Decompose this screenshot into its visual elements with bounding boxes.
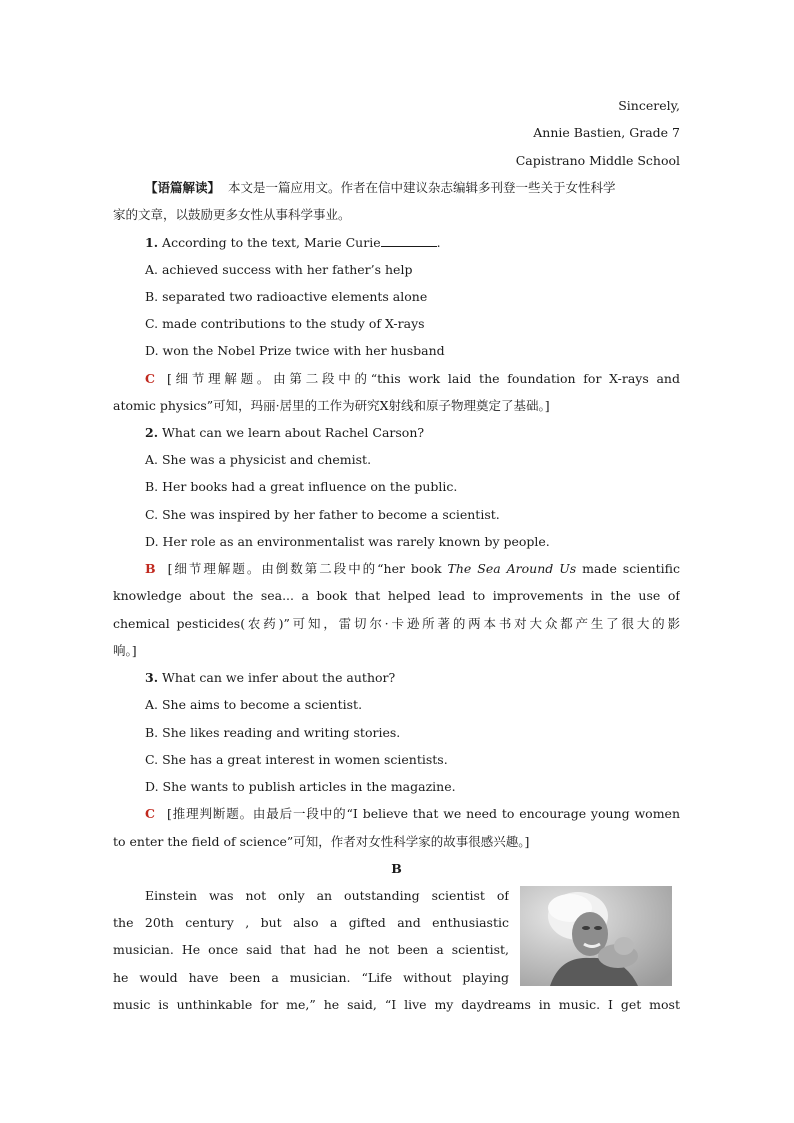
q2-stem	[145, 424, 680, 442]
closing-sincerely: Sincerely,	[618, 98, 680, 113]
q3-stem	[145, 669, 680, 687]
q2-explanation-1	[145, 560, 680, 578]
q2-exp-text-1b: made scientific	[576, 561, 680, 576]
q1-explanation-2: atomic physics”可知，玛丽·居里的工作为研究X射线和原子物理奠定了基础。]	[113, 398, 550, 413]
intro-tag: 【语篇解读】	[145, 180, 221, 195]
q3-answer: C	[145, 806, 155, 821]
q3-stem-text: What can we infer about the author?	[162, 670, 396, 685]
passage-line-2: the 20th century , but also a gifted and enthusiastic	[113, 915, 509, 930]
intro-line-2: 家的文章，以鼓励更多女性从事科学事业。	[113, 207, 351, 222]
q2-exp-text-1a: [细节理解题。由倒数第二段中的“her book	[167, 561, 448, 576]
passage-line-1: Einstein was not only an outstanding scientist of	[145, 888, 509, 903]
q2-explanation-4: 响。]	[113, 643, 137, 658]
q1-blank	[381, 234, 437, 247]
q2-stem-text: What can we learn about Rachel Carson?	[162, 425, 425, 440]
q1-number: 1.	[145, 235, 159, 250]
q3-exp-text-1: [推理判断题。由最后一段中的“I believe that we need to encourage young women	[166, 806, 680, 821]
q3-number: 3.	[145, 670, 159, 685]
q1-stem-end: .	[436, 235, 441, 250]
q2-option-a: A. She was a physicist and chemist.	[145, 452, 372, 467]
passage-line-4: he would have been a musician. “Life without playing	[113, 970, 509, 985]
q3-option-b: B. She likes reading and writing stories.	[145, 725, 401, 740]
portrait-image	[520, 886, 672, 986]
q2-book-title: The Sea Around Us	[447, 561, 577, 576]
q1-exp-text-1: [细节理解题。由第二段中的“this work laid the foundation for X-rays and	[166, 371, 680, 386]
q1-answer: C	[145, 371, 155, 386]
q2-option-d: D. Her role as an environmentalist was rarely known by people.	[145, 534, 550, 549]
q2-number: 2.	[145, 425, 159, 440]
intro-line-1	[145, 179, 680, 197]
q3-explanation-1	[145, 805, 680, 823]
q2-option-c: C. She was inspired by her father to become a scientist.	[145, 507, 500, 522]
q3-option-d: D. She wants to publish articles in the magazine.	[145, 779, 456, 794]
intro-text-1: 本文是一篇应用文。作者在信中建议杂志编辑多刊登一些关于女性科学	[227, 180, 616, 195]
closing-author: Annie Bastien, Grade 7	[533, 125, 680, 140]
q1-stem-text: According to the text, Marie Curie	[162, 235, 381, 250]
q3-option-c: C. She has a great interest in women scientists.	[145, 752, 448, 767]
q2-answer: B	[145, 561, 156, 576]
q1-option-b: B. separated two radioactive elements alone	[145, 289, 428, 304]
q3-explanation-2: to enter the field of science”可知，作者对女性科学家的故事很感兴趣。]	[113, 834, 530, 849]
q1-option-d: D. won the Nobel Prize twice with her husband	[145, 343, 445, 358]
einstein-photo	[520, 886, 672, 986]
closing-school: Capistrano Middle School	[515, 153, 680, 168]
q1-stem	[145, 234, 680, 252]
q2-option-b: B. Her books had a great influence on the public.	[145, 479, 458, 494]
passage-line-3: musician. He once said that had he not been a scientist,	[113, 942, 509, 957]
q2-explanation-3: chemical pesticides(农药)”可知，雷切尔·卡逊所著的两本书对大众都产生了很大的影	[113, 616, 680, 631]
passage-line-5: music is unthinkable for me,” he said, “I live my daydreams in music. I get most	[113, 997, 680, 1012]
q3-option-a: A. She aims to become a scientist.	[145, 697, 363, 712]
q1-explanation-1	[145, 370, 680, 388]
q2-explanation-2: knowledge about the sea... a book that helped lead to improvements in the use of	[113, 588, 680, 603]
q1-option-c: C. made contributions to the study of X-rays	[145, 316, 425, 331]
q1-option-a: A. achieved success with her father’s help	[145, 262, 413, 277]
section-b-label: B	[391, 861, 402, 876]
